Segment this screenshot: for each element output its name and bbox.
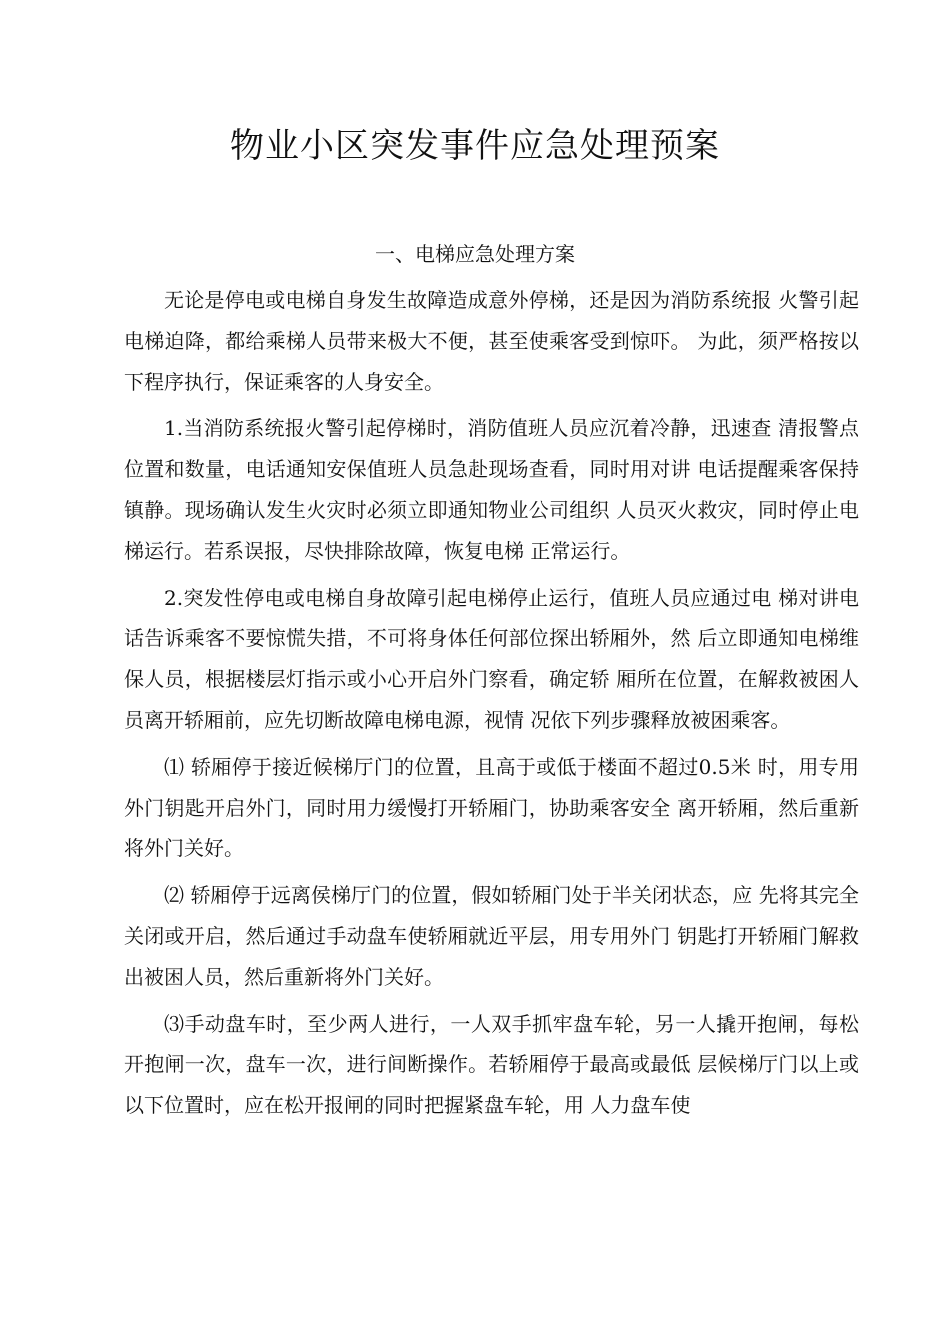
document-title: 物业小区突发事件应急处理预案 (230, 126, 720, 166)
paragraph-item-2: 2.突发性停电或电梯自身故障引起电梯停止运行，值班人员应通过电 梯对讲电话告诉乘客不要惊慌失措，不可将身体任何部位探出轿厢外，然 后立即通知电梯维保人员，根据楼层灯指示或小心开启外门察看，确定轿 厢所在位置，在解救被困人员离开轿厢前，应先切断故障电梯电源，视情 况依下列步骤释放被困乘客。 (124, 585, 859, 732)
paragraph-item-1: 1.当消防系统报火警引起停梯时，消防值班人员应沉着冷静，迅速查 清报警点位置和数量，电话通知安保值班人员急赴现场查看，同时用对讲 电话提醒乘客保持镇静。现场确认发生火灾时必须立即通知物业公司组织 人员灭火救灾，同时停止电梯运行。若系误报，尽快排除故障，恢复电梯 正常运行。 (124, 416, 859, 563)
paragraph-intro: 无论是停电或电梯自身发生故障造成意外停梯，还是因为消防系统报 火警引起电梯迫降，都给乘梯人员带来极大不便，甚至使乘客受到惊吓。 为此，须严格按以下程序执行，保证乘客的人身安全。 (124, 288, 859, 394)
paragraph-subitem-2: ⑵ 轿厢停于远离侯梯厅门的位置，假如轿厢门处于半关闭状态，应 先将其完全关闭或开启，然后通过手动盘车使轿厢就近平层，用专用外门 钥匙打开轿厢门解救出被困人员，然后重新将外门关好。 (124, 883, 859, 989)
section-heading: 一、电梯应急处理方案 (375, 242, 575, 266)
body-text (124, 280, 859, 1132)
paragraph-subitem-3: ⑶手动盘车时，至少两人进行，一人双手抓牢盘车轮，另一人撬开抱闸，每松开抱闸一次，盘车一次，进行间断操作。若轿厢停于最高或最低 层候梯厅门以上或以下位置时，应在松开报闸的同时把握紧盘车轮，用 人力盘车使 (124, 1011, 859, 1118)
paragraph-subitem-1: ⑴ 轿厢停于接近候梯厅门的位置，且高于或低于楼面不超过0.5米 时，用专用外门钥匙开启外门，同时用力缓慢打开轿厢门，协助乘客安全 离开轿厢，然后重新将外门关好。 (124, 754, 859, 861)
